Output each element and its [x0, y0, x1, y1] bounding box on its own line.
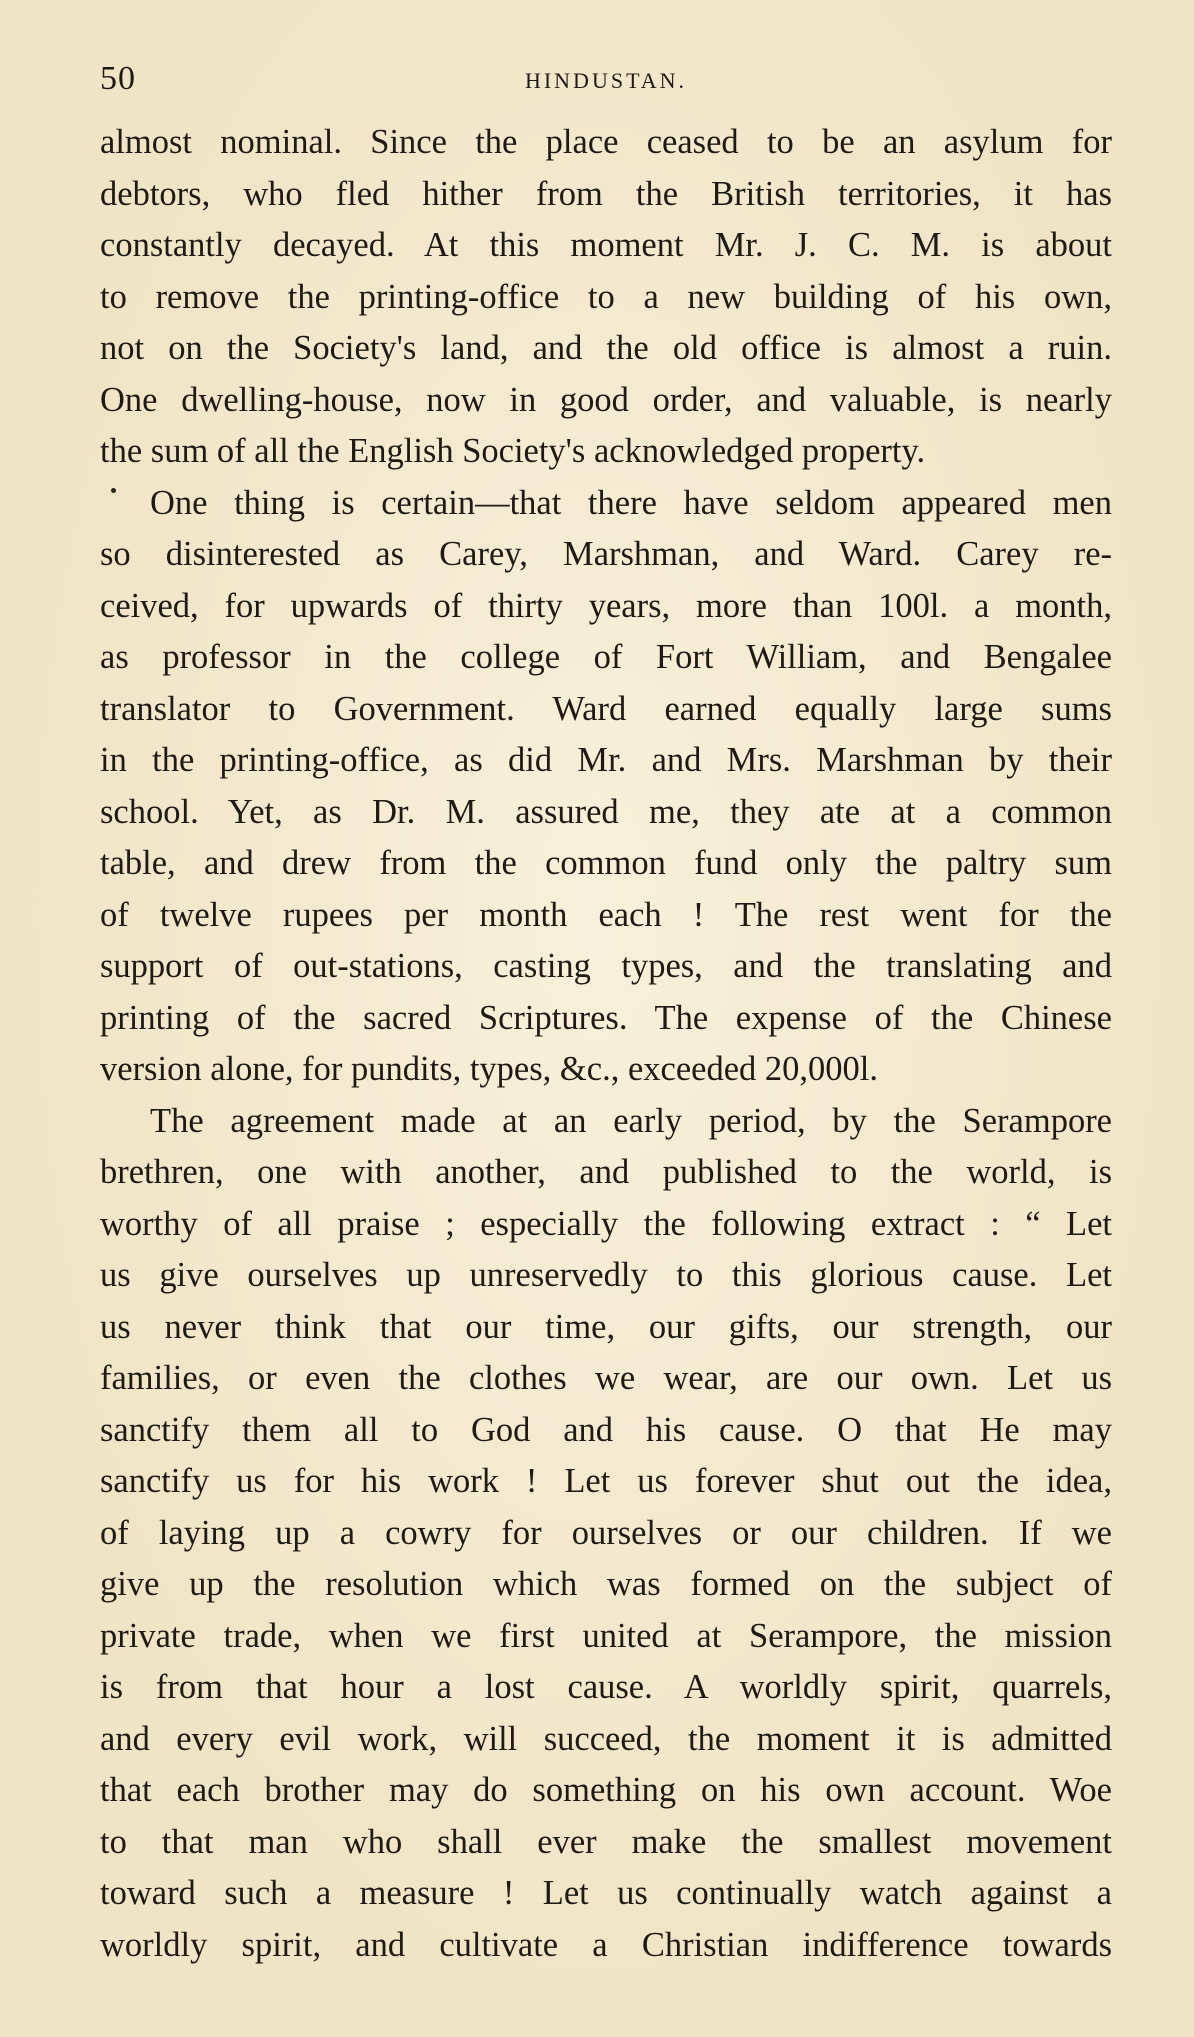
- body-text: [100, 117, 1112, 1971]
- text-line: private trade, when we first united at Serampore, the mission: [100, 1616, 1112, 1655]
- text-line: families, or even the clothes we wear, are our own. Let us: [100, 1359, 1112, 1397]
- text-line: constantly decayed. At this moment Mr. J. C. M. is about: [100, 226, 1112, 264]
- text-line: of laying up a cowry for ourselves or our children. If we: [100, 1513, 1112, 1552]
- text-line: translator to Government. Ward earned equally large sums: [100, 689, 1112, 728]
- text-line: brethren, one with another, and published to the world, is: [100, 1153, 1112, 1191]
- text-line: worldly spirit, and cultivate a Christian indifference towards: [100, 1925, 1112, 1964]
- text-line: support of out-stations, casting types, and the translating and: [100, 947, 1112, 985]
- text-line: of twelve rupees per month each ! The rest went for the: [100, 895, 1112, 934]
- page-header: [100, 60, 1112, 100]
- page-number: 50: [100, 60, 136, 97]
- text-line: and every evil work, will succeed, the moment it is admitted: [100, 1719, 1112, 1758]
- text-line: debtors, who fled hither from the British territories, it has: [100, 174, 1112, 213]
- text-line: give up the resolution which was formed on the subject of: [100, 1565, 1112, 1603]
- text-line: almost nominal. Since the place ceased to be an asylum for: [100, 123, 1112, 161]
- text-line: sanctify us for his work ! Let us forever shut out the idea,: [100, 1462, 1112, 1500]
- text-line: sanctify them all to God and his cause. O that He may: [100, 1410, 1112, 1449]
- text-line: not on the Society's land, and the old office is almost a ruin.: [100, 329, 1112, 367]
- text-line: is from that hour a lost cause. A worldly spirit, quarrels,: [100, 1668, 1112, 1706]
- text-line: that each brother may do something on his own account. Woe: [100, 1771, 1112, 1809]
- text-line: The agreement made at an early period, by the Serampore: [150, 1101, 1112, 1140]
- text-line: in the printing-office, as did Mr. and Mrs. Marshman by their: [100, 741, 1112, 779]
- text-line: ceived, for upwards of thirty years, more than 100l. a month,: [100, 586, 1112, 625]
- text-line: printing of the sacred Scriptures. The expense of the Chinese: [100, 998, 1112, 1037]
- text-line: to that man who shall ever make the smallest movement: [100, 1822, 1112, 1861]
- text-line: the sum of all the English Society's acknowledged property.: [100, 432, 926, 470]
- text-line: version alone, for pundits, types, &c., exceeded 20,000l.: [100, 1050, 878, 1088]
- text-line: table, and drew from the common fund only the paltry sum: [100, 844, 1112, 882]
- text-line: to remove the printing-office to a new building of his own,: [100, 277, 1112, 316]
- text-line: One thing is certain—that there have seldom appeared men: [150, 483, 1112, 522]
- text-line: school. Yet, as Dr. M. assured me, they ate at a common: [100, 792, 1112, 831]
- text-line: toward such a measure ! Let us continually watch against a: [100, 1874, 1112, 1912]
- text-line: worthy of all praise ; especially the following extract : “ Let: [100, 1204, 1112, 1243]
- running-head: HINDUSTAN.: [524, 68, 688, 93]
- text-line: us give ourselves up unreservedly to this glorious cause. Let: [100, 1256, 1112, 1294]
- text-line: as professor in the college of Fort William, and Bengalee: [100, 638, 1112, 676]
- text-line: us never think that our time, our gifts, our strength, our: [100, 1307, 1112, 1346]
- text-line: One dwelling-house, now in good order, and valuable, is nearly: [100, 380, 1112, 419]
- text-line: so disinterested as Carey, Marshman, and Ward. Carey re-: [100, 535, 1112, 573]
